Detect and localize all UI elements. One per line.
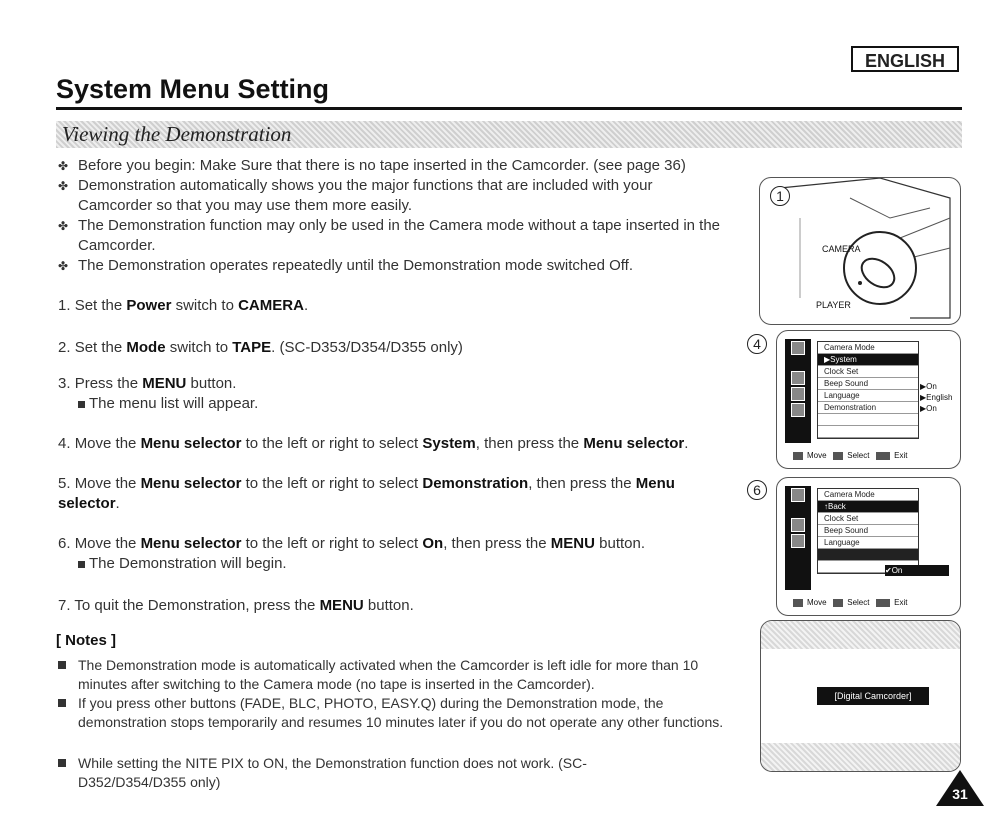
language-value: ▶English <box>920 393 953 402</box>
bullet-item: ✤ Demonstration automatically shows you the major functions that are included with your Camcorder so that you may use them more easily. <box>58 177 653 214</box>
move-icon <box>793 452 803 460</box>
page-title: System Menu Setting <box>56 74 330 104</box>
menu-icon <box>876 599 890 607</box>
square-bullet-icon <box>78 561 85 568</box>
select-icon <box>833 452 843 460</box>
notes-heading: [ Notes ] <box>56 632 116 649</box>
camera-mode-icon <box>791 488 805 502</box>
menu-icon <box>791 534 805 548</box>
step-4: 4. Move the Menu selector to the left or right to select System, then press the Menu selector. <box>58 435 689 452</box>
menu-icon <box>791 518 805 532</box>
clover-bullet-icon: ✤ <box>58 219 69 233</box>
menu-icon <box>791 387 805 401</box>
digital-camcorder-banner: [Digital Camcorder] <box>817 687 929 705</box>
beep-value: ▶On <box>920 382 937 391</box>
clover-bullet-icon: ✤ <box>58 259 69 273</box>
menu-item[interactable]: Demonstration <box>818 402 918 414</box>
step-5: 5. Move the Menu selector to the left or right to select Demonstration, then press the Menu selector. <box>58 475 675 512</box>
menu-icon <box>791 371 805 385</box>
demo-on-option[interactable]: ✔On <box>885 565 949 576</box>
menu-item-back[interactable]: ↑Back <box>818 501 918 513</box>
step-7: 7. To quit the Demonstration, press the MENU button. <box>58 597 414 614</box>
figure-demo-submenu <box>776 477 961 616</box>
section-title: Viewing the Demonstration <box>62 122 292 146</box>
camera-mode-icon <box>791 341 805 355</box>
menu-item[interactable]: Clock Set <box>818 513 918 525</box>
bullet-item: ✤ The Demonstration function may only be used in the Camera mode without a tape inserted in the Camcorder. <box>58 217 721 254</box>
square-bullet-icon <box>58 759 66 767</box>
clover-bullet-icon: ✤ <box>58 159 69 173</box>
section-header <box>56 121 962 148</box>
demo-bottom-band <box>761 743 960 771</box>
step-number-badge: 6 <box>747 480 767 500</box>
step-number-badge: 4 <box>747 334 767 354</box>
square-bullet-icon <box>78 401 85 408</box>
demo-value: ▶On <box>920 404 937 413</box>
step-3: 3. Press the MENU button. The menu list will appear. <box>58 375 259 412</box>
menu-item-demonstration[interactable] <box>818 549 918 561</box>
menu-item-system[interactable]: ▶System <box>818 354 918 366</box>
page-number: 31 <box>952 786 968 802</box>
figure-system-menu <box>776 330 961 469</box>
menu-item[interactable]: Beep Sound <box>818 525 918 537</box>
menu-item[interactable]: Language <box>818 537 918 549</box>
menu-list <box>817 488 919 574</box>
player-label: PLAYER <box>816 300 851 310</box>
menu-icon <box>791 403 805 417</box>
menu-list <box>817 341 919 439</box>
square-bullet-icon <box>58 699 66 707</box>
menu-mode: Camera Mode <box>818 489 918 501</box>
menu-item[interactable]: Clock Set <box>818 366 918 378</box>
note-item: The Demonstration mode is automatically activated when the Camcorder is left idle for more than 10 minutes after switching to the Camera mode (no tape is inserted in the Camcorder). <box>58 656 738 694</box>
menu-item[interactable]: Language <box>818 390 918 402</box>
note-item: While setting the NITE PIX to ON, the Demonstration function does not work. (SC-D352/D354/D355 only) <box>58 754 618 792</box>
bullet-item: ✤ Before you begin: Make Sure that there is no tape inserted in the Camcorder. (see page 36) <box>58 157 686 174</box>
language-badge: ENGLISH <box>851 46 959 72</box>
osd-footer: Move Select Exit <box>793 451 907 460</box>
camera-label: CAMERA <box>822 244 861 254</box>
bullet-item: ✤ The Demonstration operates repeatedly until the Demonstration mode switched Off. <box>58 257 634 274</box>
figure-power-switch <box>759 177 961 325</box>
menu-icon <box>876 452 890 460</box>
osd-footer: Move Select Exit <box>793 598 907 607</box>
square-bullet-icon <box>58 661 66 669</box>
select-icon <box>833 599 843 607</box>
figure-demo-screen <box>760 620 961 772</box>
menu-mode: Camera Mode <box>818 342 918 354</box>
step-6: 6. Move the Menu selector to the left or right to select On, then press the MENU button. The Demonstration will begin. <box>58 535 646 572</box>
title-rule <box>56 107 962 110</box>
step-number-badge: 1 <box>770 186 790 206</box>
menu-item[interactable]: Beep Sound <box>818 378 918 390</box>
clover-bullet-icon: ✤ <box>58 179 69 193</box>
move-icon <box>793 599 803 607</box>
demo-top-band <box>761 621 960 649</box>
step-1: 1. Set the Power switch to CAMERA. <box>58 297 309 314</box>
step-2: 2. Set the Mode switch to TAPE. (SC-D353/D354/D355 only) <box>58 339 463 356</box>
note-item: If you press other buttons (FADE, BLC, PHOTO, EASY.Q) during the Demonstration mode, the demonstration stops temporarily and resumes 10 minutes later if you do not operate any other functions. <box>58 694 738 732</box>
